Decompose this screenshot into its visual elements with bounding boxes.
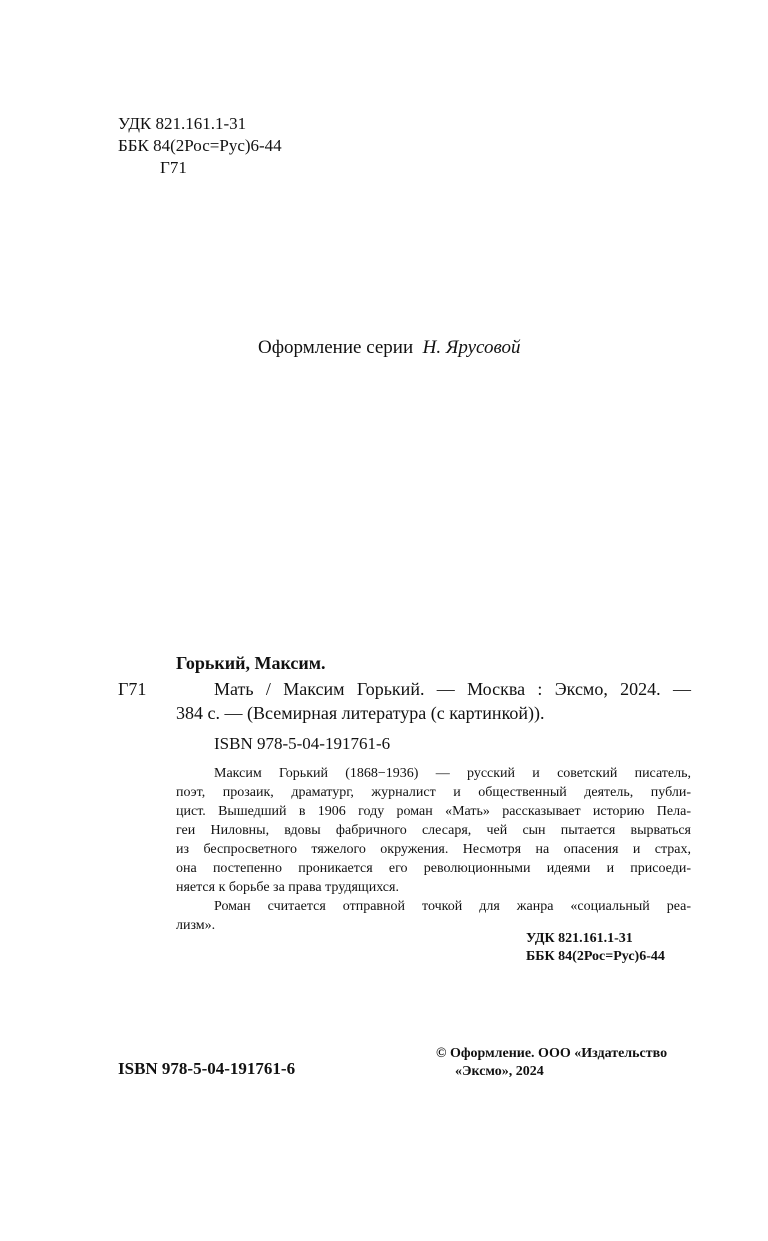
series-designer-name: Н. Ярусовой	[422, 337, 521, 358]
bibliographic-description-line-2: 384 с. — (Всемирная литература (с картинкой)).	[176, 703, 545, 723]
annotation-line: цист. Вышедший в 1906 году роман «Мать» рассказывает историю Пела-	[176, 804, 691, 819]
annotation-line: из беспросветного тяжелого окружения. Несмотря на опасения и страх,	[176, 842, 691, 857]
udk-code-top: УДК 821.161.1-31	[118, 114, 247, 133]
annotation	[176, 764, 691, 935]
annotation-line: няется к борьбе за права трудящихся.	[176, 880, 399, 895]
annotation-line: геи Ниловны, вдовы фабричного слесаря, чей сын пытается вырваться	[176, 823, 691, 838]
copyright-line-1: © Оформление. ООО «Издательство	[436, 1046, 668, 1061]
isbn-record: ISBN 978-5-04-191761-6	[214, 734, 391, 753]
series-design-credit	[258, 336, 521, 360]
author-mark-top: Г71	[160, 158, 187, 177]
annotation-line: Максим Горький (1868−1936) — русский и советский писатель,	[214, 766, 691, 781]
author-mark: Г71	[118, 679, 147, 699]
copyright-line-2: «Эксмо», 2024	[455, 1064, 544, 1079]
annotation-line: лизм».	[176, 918, 216, 933]
bbk-code-bottom: ББК 84(2Рос=Рус)6-44	[526, 949, 665, 964]
isbn-footer: ISBN 978-5-04-191761-6	[118, 1059, 296, 1078]
bibliographic-description-line-1: Мать / Максим Горький. — Москва : Эксмо, 2024. —	[214, 679, 691, 699]
series-design-label: Оформление серии	[258, 337, 414, 358]
annotation-line: она постепенно проникается его революционными идеями и присоеди-	[176, 861, 691, 876]
udk-code-bottom: УДК 821.161.1-31	[526, 931, 633, 946]
annotation-line: Роман считается отправной точкой для жанра «социальный реа-	[214, 899, 691, 914]
annotation-line: поэт, прозаик, драматург, журналист и общественный деятель, публи-	[176, 785, 691, 800]
author-heading: Горький, Максим.	[176, 653, 326, 673]
bbk-code-top: ББК 84(2Рос=Рус)6-44	[118, 136, 282, 155]
